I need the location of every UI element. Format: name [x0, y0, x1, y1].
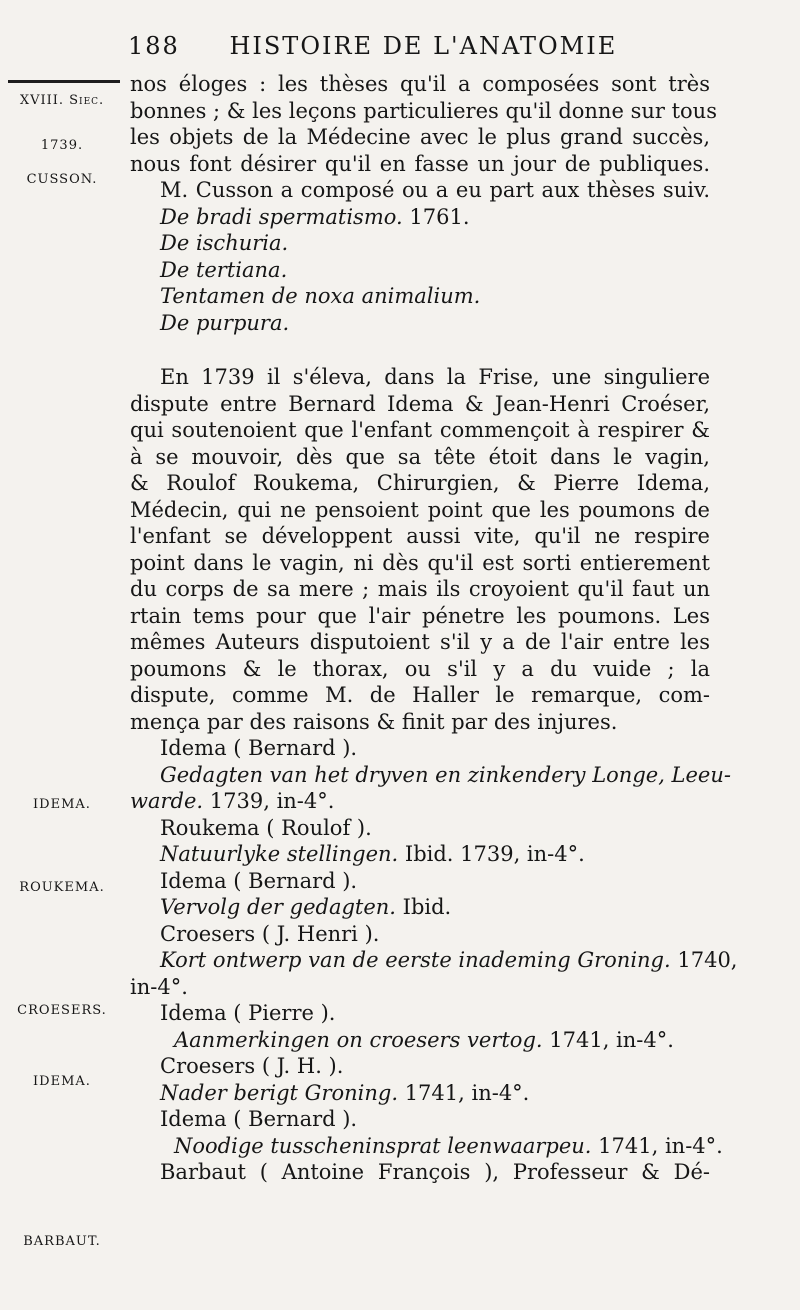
margin-rule — [8, 80, 120, 83]
text-line: qui soutenoient que l'enfant commençoit à respirer & — [130, 418, 710, 442]
running-title: HISTOIRE DE L'ANATOMIE — [229, 32, 618, 60]
text-line: Croesers ( J. H. ). — [160, 1054, 344, 1078]
margin-note-croesers: CROESERS. — [17, 1003, 107, 1018]
text-line: & Roulof Roukema, Chirurgien, & Pierre Idema, — [130, 471, 710, 495]
text-line: M. Cusson a composé ou a eu part aux thèses suiv. — [160, 178, 710, 202]
text-line: Roukema ( Roulof ). — [160, 815, 372, 840]
text-line: dispute entre Bernard Idema & Jean-Henri Croéser, — [130, 391, 710, 416]
text-line: nous font désirer qu'il en fasse un jour de publiques. — [130, 151, 710, 176]
running-header — [128, 32, 713, 60]
text-line: Noodige tusscheninsprat leenwaarpeu. 1741, in-4°. — [174, 1133, 723, 1158]
text-line: Idema ( Bernard ). — [160, 736, 358, 760]
paragraph-gap — [130, 336, 710, 364]
page-number: 188 — [128, 32, 180, 60]
text-line: rtain tems pour que l'air pénetre les poumons. Les — [130, 603, 710, 628]
text-line: Tentamen de noxa animalium. — [160, 284, 481, 308]
text-line: nos éloges : les thèses qu'il a composées sont très — [130, 72, 710, 96]
text-line: Idema ( Pierre ). — [160, 1001, 336, 1025]
text-line: à se mouvoir, dès que sa tête étoit dans le vagin, — [130, 444, 710, 469]
text-line: mêmes Auteurs disputoient s'il y a de l'air entre les — [130, 630, 710, 654]
text-line: Idema ( Bernard ). — [160, 868, 358, 893]
text-line: l'enfant se développent aussi vite, qu'il ne respire — [130, 524, 710, 548]
text-line: warde. 1739, in-4°. — [130, 789, 335, 813]
text-line: Gedagten van het dryven en zinkendery Longe, Leeu- — [160, 762, 731, 787]
margin-note-roukema: ROUKEMA. — [19, 880, 105, 895]
margin-note-century: XVIII. Siec. — [19, 93, 105, 108]
text-line: du corps de sa mere ; mais ils croyoient qu'il faut un — [130, 577, 710, 601]
text-line: point dans le vagin, ni dès qu'il est sorti entierement — [130, 550, 710, 575]
text-line: Médecin, qui ne pensoient point que les poumons de — [130, 497, 710, 522]
text-line: Natuurlyke stellingen. Ibid. 1739, in-4°. — [160, 842, 585, 866]
text-line: dispute, comme M. de Haller le remarque, com- — [130, 683, 710, 707]
text-line: Croesers ( J. Henri ). — [160, 921, 380, 946]
text-line: Barbaut ( Antoine François ), Professeur & Dé- — [160, 1160, 710, 1184]
margin-note-idema: IDEMA. — [33, 1074, 91, 1089]
text-line: Idema ( Bernard ). — [160, 1107, 358, 1131]
text-line: De purpura. — [160, 310, 290, 335]
text-line: De tertiana. — [160, 257, 288, 282]
text-line: De bradi spermatismo. 1761. — [160, 204, 470, 229]
margin-note-cusson: CUSSON. — [26, 172, 98, 187]
text-line: bonnes ; & les leçons particulieres qu'il donne sur tous — [130, 98, 717, 123]
text-line: Aanmerkingen on croesers vertog. 1741, in-4°. — [174, 1027, 674, 1052]
text-line: De ischuria. — [160, 231, 289, 255]
text-line: Nader berigt Groning. 1741, in-4°. — [160, 1080, 530, 1105]
margin-note-idema: IDEMA. — [33, 797, 91, 812]
text-line: poumons & le thorax, ou s'il y a du vuide ; la — [130, 656, 710, 681]
margin-note-year: 1739. — [40, 138, 84, 153]
text-line: En 1739 il s'éleva, dans la Frise, une singuliere — [160, 365, 710, 389]
text-line: Vervolg der gedagten. Ibid. — [160, 895, 452, 919]
text-line: mença par des raisons & finit par des injures. — [130, 709, 618, 734]
margin-note-barbaut: BARBAUT. — [23, 1234, 101, 1249]
text-line: les objets de la Médecine avec le plus grand succès, — [130, 125, 710, 149]
text-line: in-4°. — [130, 974, 188, 999]
body-text — [130, 71, 738, 1186]
text-line: Kort ontwerp van de eerste inademing Groning. 1740, — [160, 948, 738, 972]
